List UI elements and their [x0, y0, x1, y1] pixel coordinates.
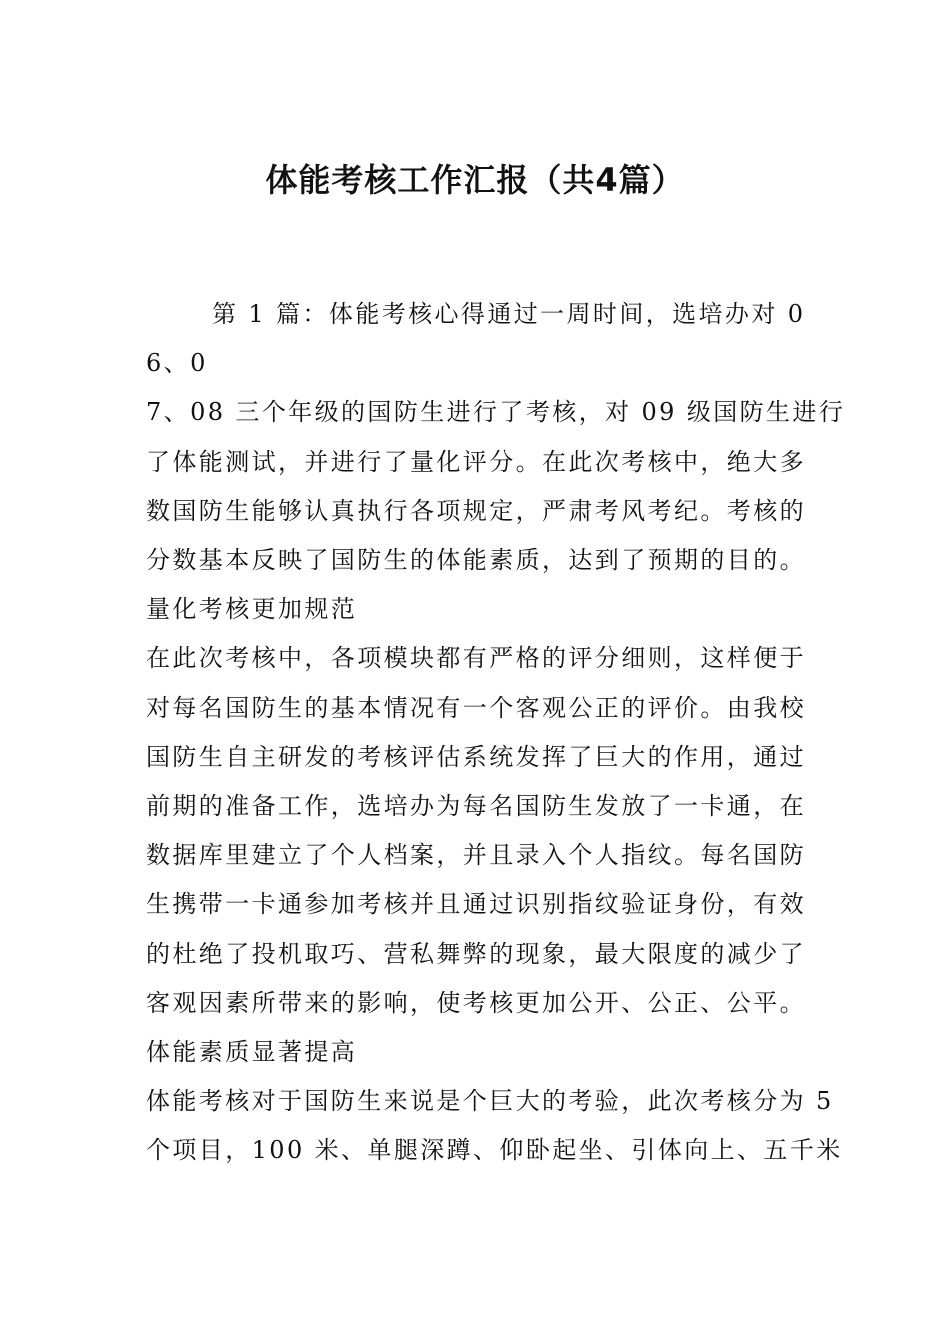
- paragraph-line: 个项目，100 米、单腿深蹲、仰卧起坐、引体向上、五千米: [146, 1136, 843, 1165]
- paragraph-line: 对每名国防生的基本情况有一个客观公正的评价。由我校: [146, 693, 806, 722]
- paragraph-line: 体能考核对于国防生来说是个巨大的考验，此次考核分为 5: [146, 1087, 834, 1116]
- paragraph-line: 了体能测试，并进行了量化评分。在此次考核中，绝大多: [146, 447, 806, 476]
- paragraph-line: 国防生自主研发的考核评估系统发挥了巨大的作用，通过: [146, 742, 806, 771]
- section-heading: 体能素质显著提高: [146, 1038, 358, 1067]
- paragraph-line: 7、08 三个年级的国防生进行了考核，对 09 级国防生进行: [146, 398, 846, 427]
- paragraph-line: 数国防生能够认真执行各项规定，严肃考风考纪。考核的: [146, 496, 806, 525]
- paragraph-line: 的杜绝了投机取巧、营私舞弊的现象，最大限度的减少了: [146, 939, 806, 968]
- paragraph-line: 6、0: [146, 349, 208, 378]
- paragraph-line: 分数基本反映了国防生的体能素质，达到了预期的目的。: [146, 546, 806, 575]
- paragraph-line: 第 1 篇：体能考核心得通过一周时间，选培办对 0: [212, 300, 806, 328]
- document-title: 体能考核工作汇报（共4篇）: [265, 161, 685, 199]
- document-body: [146, 290, 846, 1176]
- paragraph-line: 前期的准备工作，选培办为每名国防生发放了一卡通，在: [146, 792, 806, 821]
- paragraph-line: 客观因素所带来的影响，使考核更加公开、公正、公平。: [146, 988, 806, 1017]
- paragraph-line: 生携带一卡通参加考核并且通过识别指纹验证身份，有效: [146, 890, 806, 919]
- section-heading: 量化考核更加规范: [146, 595, 358, 624]
- paragraph-line: 数据库里建立了个人档案，并且录入个人指纹。每名国防: [146, 841, 806, 870]
- paragraph-line: 在此次考核中，各项模块都有严格的评分细则，这样便于: [146, 644, 806, 673]
